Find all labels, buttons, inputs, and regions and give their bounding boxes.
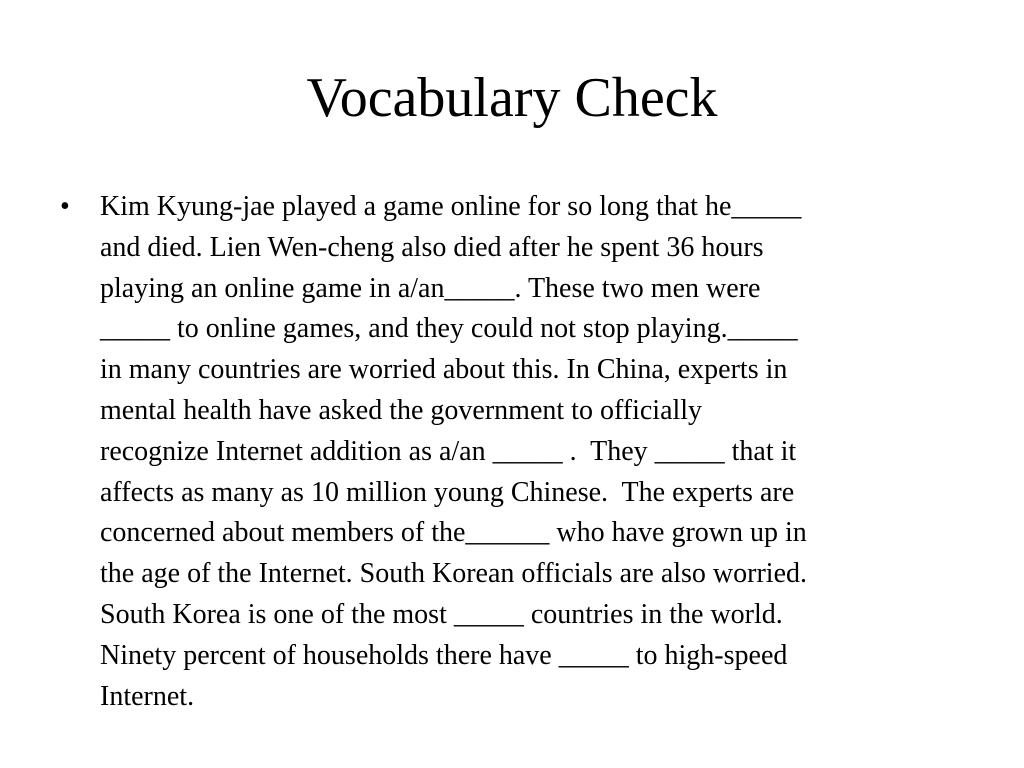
slide-title: Vocabulary Check (306, 67, 718, 129)
bullet-list (60, 187, 970, 717)
paragraph-line: and died. Lien Wen-cheng also died after he spent 36 hours (100, 231, 764, 263)
paragraph-line: concerned about members of the______ who have grown up in (100, 517, 807, 549)
bullet-icon: • (60, 191, 70, 222)
paragraph-line: playing an online game in a/an_____. These two men were (100, 272, 761, 304)
paragraph-line: mental health have asked the government to officially (100, 394, 703, 426)
paragraph-line: in many countries are worried about this. In China, experts in (100, 354, 788, 386)
paragraph-line: _____ to online games, and they could not stop playing._____ (100, 313, 798, 345)
paragraph-line: South Korea is one of the most _____ countries in the world. (100, 598, 783, 630)
paragraph-line: affects as many as 10 million young Chinese. The experts are (100, 476, 795, 508)
paragraph-line: the age of the Internet. South Korean officials are also worried. (100, 558, 807, 590)
paragraph-line: Kim Kyung-jae played a game online for so long that he_____ (100, 191, 802, 222)
paragraph-line: recognize Internet addition as a/an _____ . They _____ that it (100, 435, 797, 467)
paragraph-line: Internet. (100, 680, 195, 712)
list-item (60, 187, 970, 717)
paragraph-line: Ninety percent of households there have _____ to high-speed (100, 639, 788, 671)
